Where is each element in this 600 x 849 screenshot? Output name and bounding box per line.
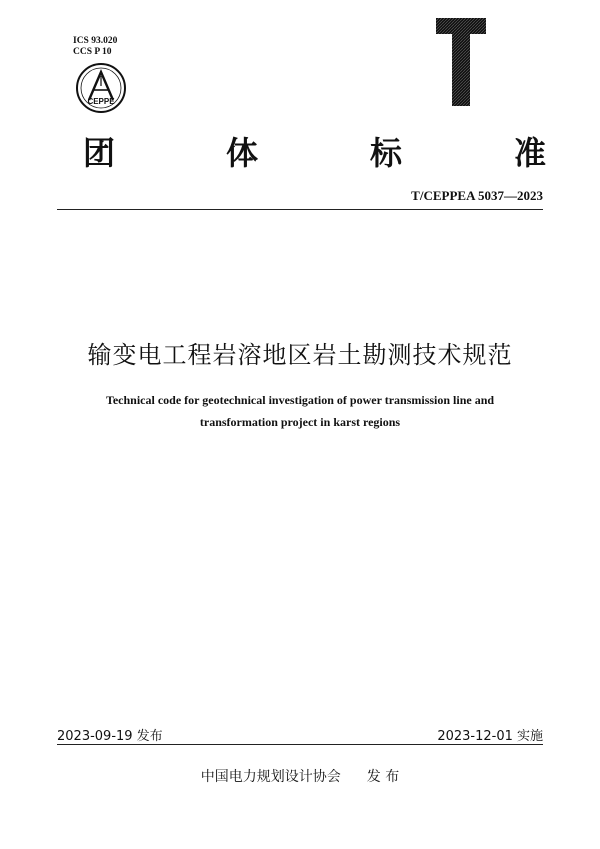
ccs-code: CCS P 10 — [73, 47, 112, 57]
english-title-line-1: Technical code for geotechnical investigation of power transmission line and — [105, 393, 495, 407]
standard-type-char-3: 标 — [370, 134, 403, 172]
association-logo — [75, 62, 127, 114]
publisher-line — [0, 766, 600, 786]
standard-type-heading — [0, 128, 600, 172]
standard-type-char-4: 准 — [514, 134, 547, 172]
ics-code: ICS 93.020 — [73, 36, 118, 46]
release-date: 2023-09-19 发布 — [57, 729, 163, 744]
logo-text: CEPPE — [87, 97, 115, 106]
bottom-divider — [57, 744, 543, 745]
implement-date: 2023-12-01 实施 — [437, 729, 543, 744]
publisher-name: 中国电力规划设计协会 — [200, 769, 341, 785]
chinese-title: 输变电工程岩溶地区岩土勘测技术规范 — [87, 341, 513, 369]
standard-number: T/CEPPEA 5037—2023 — [411, 188, 543, 203]
standard-type-char-2: 体 — [226, 134, 259, 172]
publish-label: 发 布 — [366, 769, 400, 785]
english-title-line-2: transformation project in karst regions — [199, 415, 401, 429]
classification-codes — [73, 36, 117, 58]
english-title — [70, 389, 530, 433]
standard-type-char-1: 团 — [83, 134, 116, 172]
group-standard-t-mark — [436, 18, 486, 106]
top-divider — [57, 209, 543, 210]
